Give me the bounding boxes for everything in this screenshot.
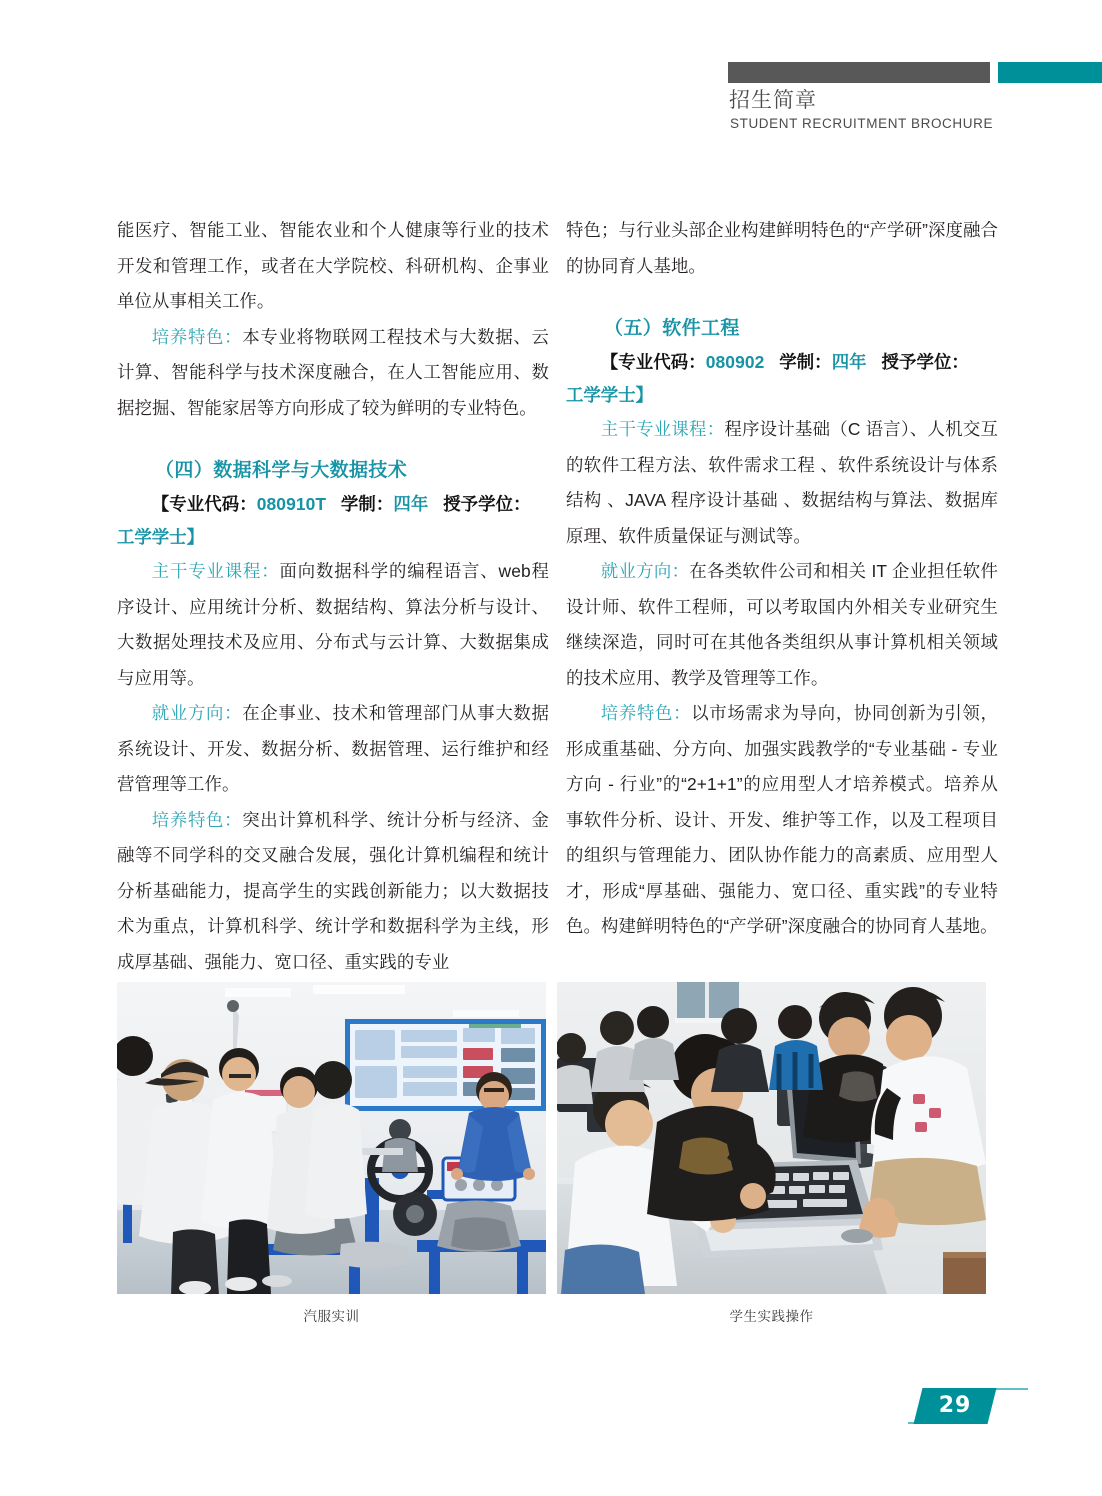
spacer [566,284,998,312]
section-meta-degree-value-line [117,521,549,554]
right-column [566,213,998,945]
left-section-feature-label: 培养特色： [151,809,243,830]
section-meta-degree-value-line [566,379,998,412]
left-employment-paragraph [117,696,549,803]
meta-length-label: 学制： [340,494,394,514]
meta-bracket-close: 】 [186,527,204,547]
meta-length-value: 四年 [393,494,429,514]
photo-caption-right: 学生实践操作 [729,1309,814,1324]
header-dark-bar [728,62,990,83]
left-continued-paragraph: 能医疗、智能工业、智能农业和个人健康等行业的技术开发和管理工作，或者在大学院校、科研机构、企事业单位从事相关工作。 [117,220,549,311]
right-employment-text: 在各类软件公司和相关 IT 企业担任软件设计师、软件工程师，可以考取国内外相关专业研究生继续深造，同时可在其他各类组织从事计算机相关领域的技术应用、教学及管理等工作。 [566,561,998,688]
header-teal-bar [998,62,1102,83]
left-courses-label: 主干专业课程： [151,561,280,581]
photo-students-practice [557,982,986,1294]
photo-automotive-illustration [117,982,546,1294]
meta-bracket-open: 【 [600,352,619,372]
header-title-cn: 招生简章 [729,89,817,112]
meta-code-label: 专业代码： [169,494,257,514]
meta-bracket-open: 【 [151,494,170,514]
section-heading-data-science: （四）数据科学与大数据技术 [155,460,408,481]
meta-bracket-close: 】 [635,385,653,405]
section-meta-software-engineering [566,346,998,379]
left-section-feature-paragraph [117,803,549,981]
right-courses-text: 程序设计基础（C 语言）、人机交互的软件工程方法、软件需求工程 、软件系统设计与体系结构 、JAVA 程序设计基础 、数据结构与算法、数据库原理、软件质量保证与测试等。 [566,419,998,546]
right-employment-paragraph [566,554,998,696]
photo-computer-practice-illustration [557,982,986,1294]
meta-length-value: 四年 [831,352,867,372]
right-courses-label: 主干专业课程： [600,419,725,439]
left-courses-paragraph [117,554,549,696]
section-meta-data-science [117,488,549,521]
photo-row [117,982,986,1294]
left-courses-text: 面向数据科学的编程语言、web程序设计、应用统计分析、数据结构、算法分析与设计、大数据处理技术及应用、分布式与云计算、大数据集成与应用等。 [117,561,549,688]
meta-degree-label: 授予学位： [881,352,969,372]
right-section-feature-paragraph [566,696,998,945]
photo-automotive-service-training [117,982,546,1294]
right-employment-label: 就业方向： [600,561,690,581]
left-feature-text: 本专业将物联网工程技术与大数据、云计算、智能科学与技术深度融合，在人工智能应用、数据挖掘、智能家居等方向形成了较为鲜明的专业特色。 [117,326,549,418]
left-employment-text: 在企事业、技术和管理部门从事大数据系统设计、开发、数据分析、数据管理、运行维护和经营管理等工作。 [117,703,549,794]
left-section-feature-text: 突出计算机科学、统计分析与经济、金融等不同学科的交叉融合发展，强化计算机编程和统计分析基础能力，提高学生的实践创新能力；以大数据技术为重点，计算机科学、统计学和数据科学为主线，形成厚基础、强能力、宽口径、重实践的专业 [117,809,549,972]
spacer [117,426,549,454]
page-number-badge [918,1384,1078,1428]
right-section-feature-label: 培养特色： [600,703,692,723]
left-feature-label: 培养特色： [151,326,243,347]
meta-degree-value: 工学学士 [566,385,636,405]
left-feature-paragraph [117,320,549,427]
right-section-feature-text: 以市场需求为导向，协同创新为引领，形成重基础、分方向、加强实践教学的“专业基础 - 专业方向 - 行业”的“2+1+1”的应用型人才培养模式。培养从事软件分析、设计、开发、维护等工作，以及工程项目的组织与管理能力、团队协作能力的高素质、应用型人才，形成“厚基础、强能力、宽口径、重实践”的专业特色。构建鲜明特色的“产学研”深度融合的协同育人基地。 [566,703,998,936]
meta-code-value: 080902 [705,352,765,372]
meta-degree-value: 工学学士 [117,527,187,547]
meta-degree-label: 授予学位： [443,494,531,514]
left-column [117,213,549,980]
header-title-en: STUDENT RECRUITMENT BROCHURE [730,116,994,131]
photo-caption-left: 汽服实训 [303,1309,360,1324]
meta-code-label: 专业代码： [618,352,706,372]
left-employment-label: 就业方向： [151,703,243,723]
right-courses-paragraph [566,412,998,554]
page-header [0,0,1102,190]
meta-code-value: 080910T [256,494,327,514]
meta-length-label: 学制： [779,352,832,372]
page-number-text: 29 [938,1393,972,1418]
section-heading-software-engineering: （五）软件工程 [604,318,740,339]
right-continued-paragraph: 特色；与行业头部企业构建鲜明特色的“产学研”深度融合的协同育人基地。 [566,220,998,276]
